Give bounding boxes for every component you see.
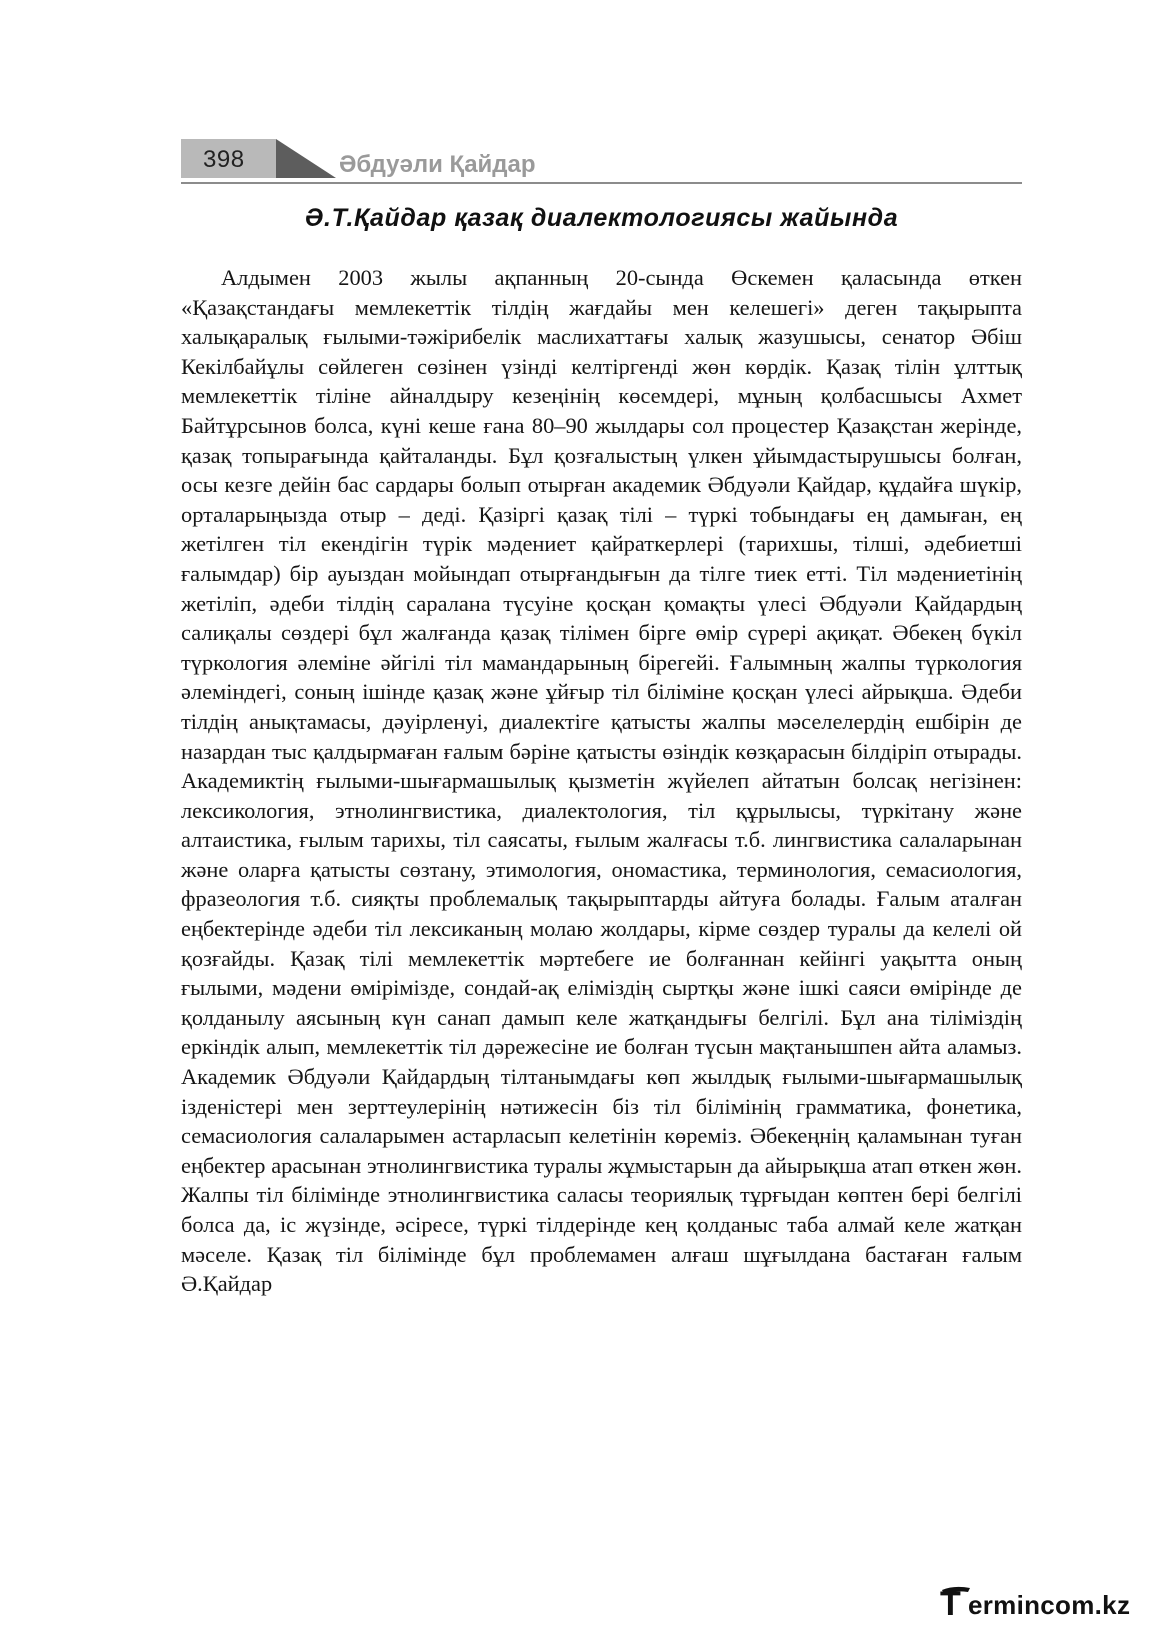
article-body: Алдымен 2003 жылы ақпанның 20-сында Өскемен қаласында өткен «Қазақстандағы мемлекеттік тілдің жағдайы мен келешегі» деген тақырыпта халықаралық ғылыми-тәжірибелік маслихаттағы халық жазушысы, сенатор Әбіш Кекілбайұлы сөйлеген сөзінен үзінді келтіргенді жөн көрдік. Қазақ тілін ұлттық мемлекеттік тіліне айналдыру кезеңінің көсемдері, мұның қолбасшысы Ахмет Байтұрсынов болса, күні кеше ғана 80–90 жылдары сол процестер Қазақстан жерінде, қазақ топырағында қайталанды. Бұл қозғалыстың үлкен ұйымдастырушысы болған, осы кезге дейін бас сардары болып отырған академик Әбдуәли Қайдар, құдайға шүкір, орталарыңызда отыр – деді. Қазіргі қазақ тілі – түркі тобындағы ең дамыған, ең жетілген тіл екендігін түрік мәдениет қайраткерлері (тарихшы, тілші, әдебиетші ғалымдар) бір ауыздан мойындап отырғандығын да тілге тиек етті. Тіл мәдениетінің жетіліп, әдеби тілдің саралана түсуіне қосқан қомақты үлесі Әбдуәли Қайдардың салиқалы сөздері бұл жалғанда қазақ тілімен бірге өмір сүрері ақиқат. Әбекең бүкіл түркология әлеміне әйгілі тіл мамандарының бірегейі. Ғалымның жалпы түркология әлеміндегі, соның ішінде қазақ және ұйғыр тіл біліміне қосқан үлесі айрықша. Әдеби тілдің анықтамасы, дәуірленуі, диалектіге қатысты жалпы мәселелердің ешбірін де назардан тыс қалдырмаған ғалым бәріне қатысты өзіндік көзқарасын білдіріп отырады. Академиктің ғылыми-шығармашылық қызметін жүйелеп айтатын болсақ негізінен: лексикология, этнолингвистика, диалектология, тіл құрылысы, түркітану және алтаистика, ғылым тарихы, тіл саясаты, ғылым жалғасы т.б. лингвистика салаларынан және оларға қатысты сөзтану, этимология, ономастика, терминология, семасиология, фразеология т.б. сияқты проблемалық тақырыптарды айтуға болады. Ғалым аталған еңбектерінде әдеби тіл лексиканың молаю жолдары, кірме сөздер туралы да келелі ой қозғайды. Қазақ тілі мемлекеттік мәртебеге ие болғаннан кейінгі уақытта оның ғылыми, мәдени өмірімізде, сондай-ақ еліміздің сыртқы және ішкі саяси өмірінде де қолданылу аясының күн санап дамып келе жатқандығы белгілі. Бұл ана тіліміздің еркіндік алып, мемлекеттік тіл дәрежесіне ие болған түсын мақтанышпен айта аламыз. Академик Әбдуәли Қайдардың тілтанымдағы көп жылдық ғылыми-шығармашылық ізденістері мен зерттеулерінің нәтижесін біз тіл білімінің грамматика, фонетика, семасиология салаларымен астарласып келетінін көреміз. Әбекеңнің қаламынан туған еңбектер арасынан этнолингвистика туралы жұмыстарын да айырықша атап өткен жөн. Жалпы тіл білімінде этнолингвистика саласы теориялық тұрғыдан көптен бері белгілі болса да, іс жүзінде, әсіресе, түркі тілдерінде кең қолданыс таба алмай келе жатқан мәселе. Қазақ тіл білімінде бұл проблемамен алғаш шұғылдана бастаған ғалым Ә.Қайдар — [181, 265, 1022, 1297]
page-number-tab — [181, 139, 276, 178]
page-number: 398 — [203, 146, 245, 173]
article-title: Ә.Т.Қайдар қазақ диалектологиясы жайында — [304, 204, 899, 232]
header-triangle-decoration — [276, 139, 336, 178]
watermark-text: ermincom.kz — [968, 1590, 1131, 1620]
running-title: Әбдуәли Қайдар — [339, 151, 536, 178]
page-header — [181, 139, 1022, 189]
header-divider — [181, 182, 1022, 184]
watermark-initial: T — [940, 1585, 961, 1623]
termincom-watermark-logo — [940, 1584, 1140, 1624]
